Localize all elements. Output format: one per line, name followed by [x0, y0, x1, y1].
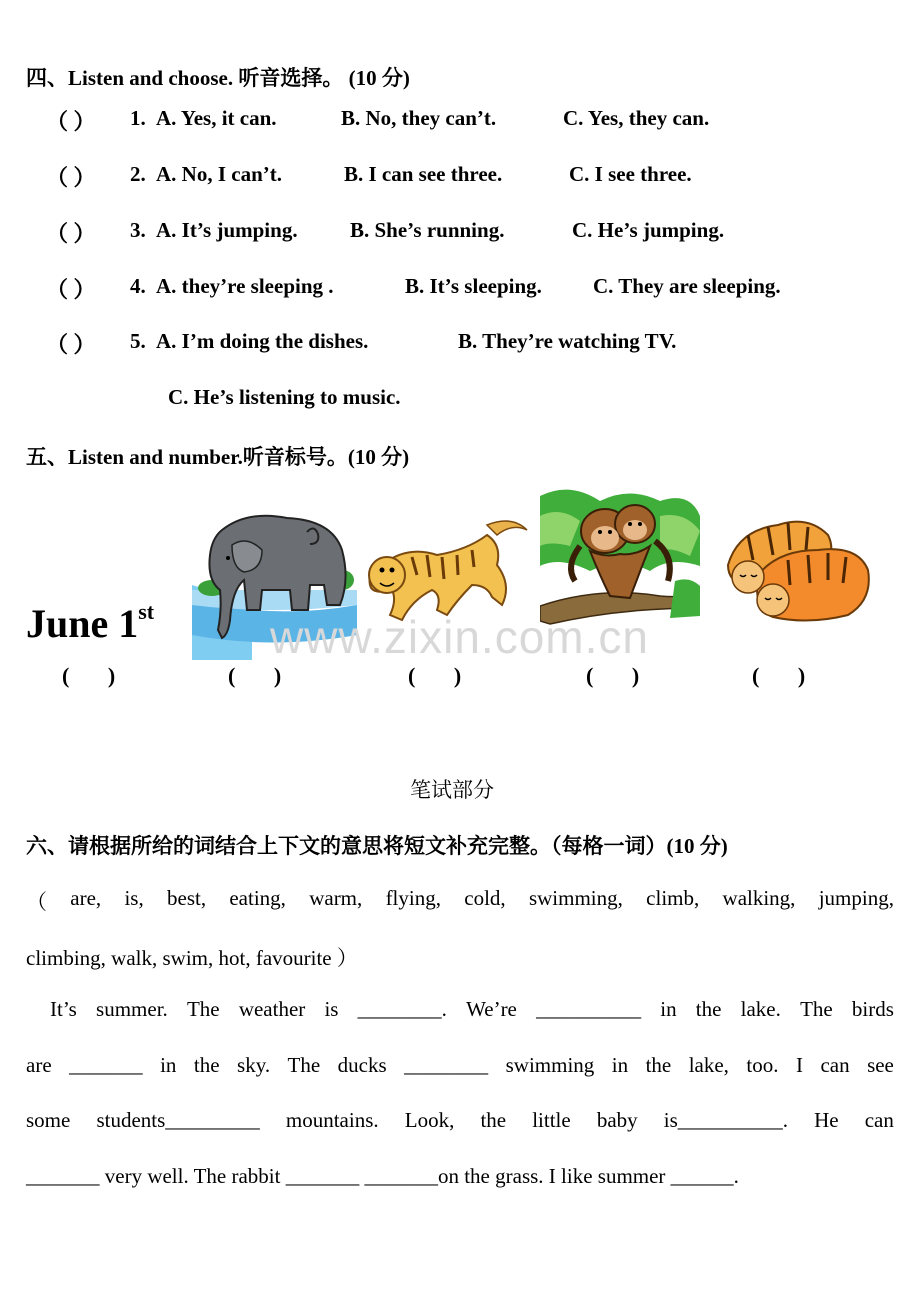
word: is__________. — [663, 1108, 789, 1132]
word: baby — [596, 1108, 638, 1132]
word: is — [324, 997, 339, 1021]
option-c: C. He’s listening to music. — [168, 385, 401, 409]
word: lake, — [688, 1053, 729, 1077]
question-number: 5. — [130, 329, 146, 353]
word: The — [800, 997, 833, 1021]
date-label — [26, 600, 154, 647]
word-bank-line-2: climbing, walk, swim, hot, favourite ） — [26, 946, 358, 970]
word: flying, — [385, 886, 441, 910]
number-paren[interactable]: ( ) — [62, 663, 116, 688]
word: some — [26, 1108, 71, 1132]
question-number: 2. — [130, 162, 146, 186]
word: the — [645, 1053, 672, 1077]
word: too. — [746, 1053, 779, 1077]
word: I — [795, 1053, 803, 1077]
answer-paren[interactable]: （ ） — [46, 332, 96, 357]
date-main: June 1 — [26, 601, 139, 646]
word: the — [480, 1108, 507, 1132]
word: the — [193, 1053, 220, 1077]
word: __________ — [536, 997, 642, 1021]
question-number: 1. — [130, 106, 146, 130]
number-paren[interactable]: ( ) — [408, 663, 462, 688]
option-a: A. It’s jumping. — [156, 218, 298, 242]
word: are — [26, 1053, 52, 1077]
word: ________ — [404, 1053, 489, 1077]
word: in — [660, 997, 677, 1021]
option-c: C. Yes, they can. — [563, 106, 710, 130]
word: can — [864, 1108, 894, 1132]
answer-paren[interactable]: （ ） — [46, 277, 96, 302]
date-sup: st — [138, 598, 155, 624]
word: are, — [70, 886, 102, 910]
word: birds — [851, 997, 894, 1021]
word: ________. — [357, 997, 447, 1021]
passage-line-4: _______ very well. The rabbit _______ _______on the grass. I like summer ______. — [26, 1164, 739, 1188]
number-paren[interactable]: ( ) — [752, 663, 806, 688]
word: eating, — [229, 886, 286, 910]
word: sky. — [237, 1053, 271, 1077]
word: the — [695, 997, 722, 1021]
word: climb, — [646, 886, 700, 910]
word: It’s — [50, 997, 77, 1021]
option-b: B. It’s sleeping. — [405, 274, 542, 298]
passage-line-1 — [50, 997, 894, 1022]
number-paren[interactable]: ( ) — [586, 663, 640, 688]
option-a: A. Yes, it can. — [156, 106, 277, 130]
answer-paren[interactable]: （ ） — [46, 165, 96, 190]
word: cold, — [464, 886, 506, 910]
word: in — [611, 1053, 629, 1077]
word: The — [186, 997, 220, 1021]
passage-line-2 — [26, 1053, 894, 1078]
word: see — [867, 1053, 894, 1077]
option-c: C. I see three. — [569, 162, 692, 186]
word: students_________ — [96, 1108, 260, 1132]
word: in — [160, 1053, 177, 1077]
number-paren[interactable]: ( ) — [228, 663, 282, 688]
word: warm, — [309, 886, 363, 910]
option-b: B. No, they can’t. — [341, 106, 497, 130]
option-a: A. No, I can’t. — [156, 162, 282, 186]
word: swimming, — [528, 886, 623, 910]
section-5-title: 五、Listen and number.听音标号。(10 分) — [26, 445, 410, 469]
option-b: B. They’re watching TV. — [458, 329, 677, 353]
question-number: 3. — [130, 218, 146, 242]
answer-paren[interactable]: （ ） — [46, 221, 96, 246]
word: ducks — [337, 1053, 387, 1077]
option-b: B. I can see three. — [344, 162, 503, 186]
word: can — [820, 1053, 850, 1077]
written-part-title: 笔试部分 — [410, 778, 494, 802]
word: The — [287, 1053, 321, 1077]
word: lake. — [740, 997, 781, 1021]
option-c: C. He’s jumping. — [572, 218, 725, 242]
word: weather — [238, 997, 306, 1021]
word: We’re — [466, 997, 517, 1021]
word-bank-line-1 — [26, 886, 894, 916]
word: _______ — [69, 1053, 143, 1077]
watermark: www.zixin.com.cn — [270, 611, 649, 663]
section-6-title: 六、请根据所给的词结合上下文的意思将短文补充完整。（每格一词）(10 分) — [26, 834, 728, 858]
passage-line-3 — [26, 1108, 894, 1133]
question-number: 4. — [130, 274, 146, 298]
option-c: C. They are sleeping. — [593, 274, 781, 298]
word: best, — [167, 886, 207, 910]
sleeping-tigers-icon — [718, 505, 878, 625]
word: mountains. — [285, 1108, 379, 1132]
word: jumping, — [818, 886, 894, 910]
answer-paren[interactable]: （ ） — [46, 109, 96, 134]
option-b: B. She’s running. — [350, 218, 505, 242]
section-4-title: 四、Listen and choose. 听音选择。 (10 分) — [26, 66, 410, 90]
word: summer. — [96, 997, 168, 1021]
word: He — [814, 1108, 839, 1132]
word: swimming — [505, 1053, 595, 1077]
word: is, — [124, 886, 144, 910]
word: Look, — [404, 1108, 455, 1132]
option-a: A. they’re sleeping . — [156, 274, 334, 298]
word: walking, — [722, 886, 796, 910]
option-a: A. I’m doing the dishes. — [156, 329, 369, 353]
word: little — [532, 1108, 571, 1132]
word: （ — [26, 890, 47, 914]
